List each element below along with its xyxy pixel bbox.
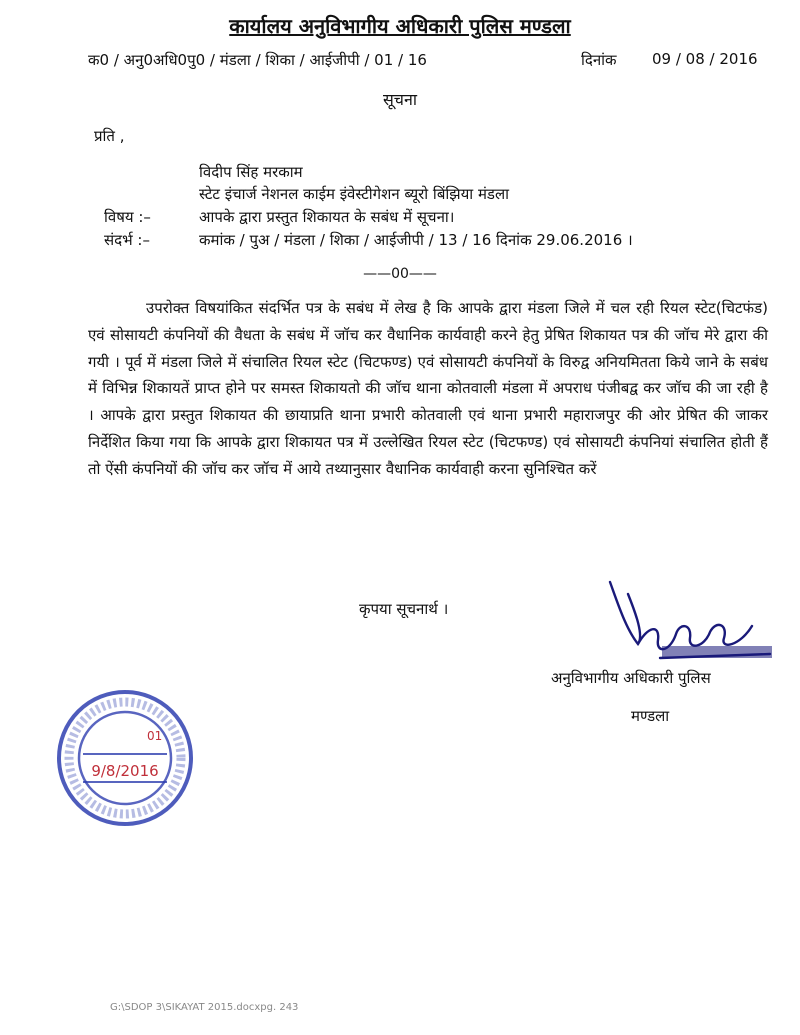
- office-title: कार्यालय अनुविभागीय अधिकारी पुलिस मण्डला: [229, 14, 571, 38]
- date-label: दिनांक: [581, 51, 617, 69]
- subject-text: आपके द्वारा प्रस्तुत शिकायत के सबंध में सूचना।: [199, 208, 455, 226]
- reference-number: क0 / अनु0अधि0पु0 / मंडला / शिका / आईजीपी / 01 / 16: [88, 51, 427, 69]
- subject-label: विषय :–: [104, 208, 151, 226]
- signatory-line2: मण्डला: [631, 707, 670, 725]
- reference-text: कमांक / पुअ / मंडला / शिका / आईजीपी / 13 / 16 दिनांक 29.06.2016 ।: [199, 231, 633, 249]
- body-paragraph: [88, 295, 768, 483]
- recipient-prati: प्रति ,: [94, 127, 125, 145]
- signatory-line1: अनुविभागीय अधिकारी पुलिस: [551, 669, 711, 687]
- closing-line: कृपया सूचनार्थ ।: [359, 600, 449, 618]
- date-value: 09 / 08 / 2016: [652, 50, 758, 68]
- footer-file-path: G:\SDOP 3\SIKAYAT 2015.docxpg. 243: [110, 1002, 299, 1013]
- office-seal-stamp: [55, 688, 195, 828]
- recipient-designation: स्टेट इंचार्ज नेशनल काईम इंवेस्टीगेशन ब्यूरो बिंझिया मंडला: [199, 185, 510, 203]
- seal-number: 01: [147, 729, 163, 743]
- seal-date: 9/8/2016: [91, 762, 159, 780]
- notice-title: सूचना: [382, 90, 417, 109]
- body-text: उपरोक्त विषयांकित संदर्भित पत्र के सबंध में लेख है कि आपके द्वारा मंडला जिले में चल रही रियल स्टेट(चिटफंड) एवं सोसायटी कंपनियों की वैधता के सबंध में जॉच कर वैधानिक कार्यवाही करने हेतु प्रेषित शिकायत पत्र की जॉच मेरे द्वारा की गयी । पूर्व में मंडला जिले में संचालित रियल स्टेट (चिटफण्ड) एवं सोसायटी कंपनियों के विरुद्व अनियमितता किये जाने के सबंध में विभिन्न शिकायतें प्राप्त होने पर समस्त शिकायतो की जॉच थाना कोतवाली मंडला में अपराध पंजीबद्व कर जॉच की जा रही है । आपके द्वारा प्रस्तुत शिकायत की छायाप्रति थाना प्रभारी कोतवाली एवं थाना प्रभारी महाराजपुर की ओर प्रेषित की जाकर निर्देशित किया गया कि आपके द्वारा शिकायत पत्र में उल्लेखित रियल स्टेट (चिटफण्ड) एवं सोसायटी कंपनियां संचालित होती हैं तो ऐंसी कंपनियों की जॉच कर जॉच में आये तथ्यानुसार वैधानिक कार्यवाही करना सुनिश्चित करें: [88, 299, 768, 478]
- recipient-name: विदीप सिंह मरकाम: [199, 163, 303, 181]
- reference-label: संदर्भ :–: [104, 231, 150, 249]
- signature-image: [600, 574, 780, 674]
- divider-mark: ——00——: [363, 266, 437, 282]
